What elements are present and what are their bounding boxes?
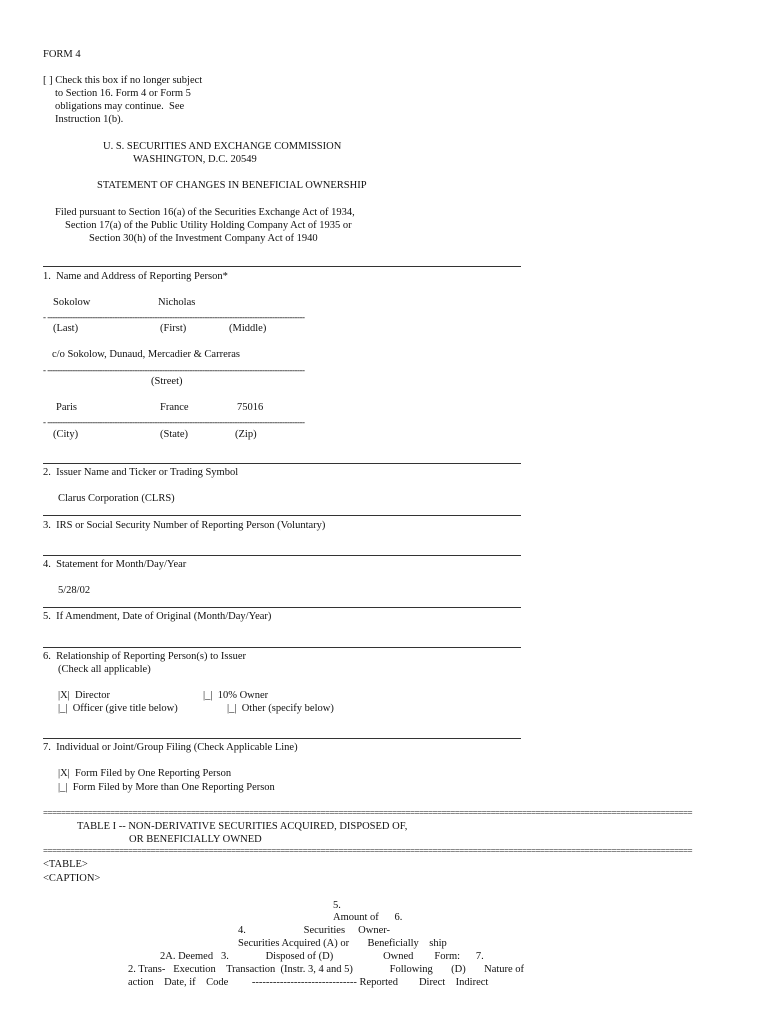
filed-pursuant-line-3: Section 30(h) of the Investment Company Act of 1940 [89,233,318,244]
check-box-line-2: to Section 16. Form 4 or Form 5 [55,88,191,99]
statement-title: STATEMENT OF CHANGES IN BENEFICIAL OWNERSHIP [97,180,367,191]
dashed-rule: - ------------------------------------------------------------------------------------------------------- [43,365,305,375]
label-middle: (Middle) [229,323,267,334]
item6-heading: 6. Relationship of Reporting Person(s) to Issuer [43,651,246,662]
label-last: (Last) [53,323,79,334]
table-header-line-7: action Date, if Code ------------------------------ Reported Direct Indirect [128,977,489,988]
check-box-line-4: Instruction 1(b). [55,114,124,125]
item2-heading: 2. Issuer Name and Ticker or Trading Symbol [43,467,239,478]
form-title: FORM 4 [43,49,81,60]
section-divider [43,266,521,267]
checkbox-one-person: |X| Form Filed by One Reporting Person [58,768,232,779]
item6-subheading: (Check all applicable) [58,664,151,675]
statement-date: 5/28/02 [58,585,91,596]
section-divider [43,555,521,556]
tag-table: <TABLE> [43,859,88,870]
section-divider [43,463,521,464]
agency-name: U. S. SECURITIES AND EXCHANGE COMMISSION [103,141,342,152]
reporting-person-state: France [160,402,189,413]
item5-heading: 5. If Amendment, Date of Original (Month/Day/Year) [43,611,272,622]
label-zip: (Zip) [235,429,257,440]
item7-heading: 7. Individual or Joint/Group Filing (Check Applicable Line) [43,742,298,753]
table-header-line-2: Amount of 6. [333,912,403,923]
checkbox-more-persons: |_| Form Filed by More than One Reporting Person [58,782,275,793]
check-box-line-1: [ ] Check this box if no longer subject [43,75,203,86]
table1-title-line-2: OR BENEFICIALLY OWNED [129,834,262,845]
section-divider [43,607,521,608]
item3-heading: 3. IRS or Social Security Number of Reporting Person (Voluntary) [43,520,326,531]
filed-pursuant-line-2: Section 17(a) of the Public Utility Holding Company Act of 1935 or [65,220,352,231]
table-header-line-3: 4. Securities Owner- [238,925,391,936]
double-rule: ================================================================================================================================================= [43,808,692,818]
reporting-person-zip: 75016 [237,402,264,413]
table-header-line-1: 5. [333,900,341,911]
reporting-person-city: Paris [56,402,77,413]
double-rule: ================================================================================================================================================= [43,846,692,856]
reporting-person-last: Sokolow [53,297,91,308]
dashed-rule: - ------------------------------------------------------------------------------------------------------- [43,312,305,322]
checkbox-director: |X| Director [58,690,111,701]
check-box-line-3: obligations may continue. See [55,101,185,112]
section-divider [43,515,521,516]
checkbox-other: |_| Other (specify below) [227,703,334,714]
checkbox-ten-pct-owner: |_| 10% Owner [203,690,269,701]
label-city: (City) [53,429,79,440]
tag-caption: <CAPTION> [43,873,101,884]
label-first: (First) [160,323,187,334]
table1-title-line-1: TABLE I -- NON-DERIVATIVE SECURITIES ACQUIRED, DISPOSED OF, [77,821,408,832]
reporting-person-street: c/o Sokolow, Dunaud, Mercadier & Carreras [52,349,240,360]
dashed-rule: - ------------------------------------------------------------------------------------------------------- [43,417,305,427]
section-divider [43,738,521,739]
table-header-line-6: 2. Trans- Execution Transaction (Instr. 3, 4 and 5) Following (D) Nature of [128,964,525,975]
label-state: (State) [160,429,188,440]
checkbox-officer: |_| Officer (give title below) [58,703,178,714]
reporting-person-first: Nicholas [158,297,196,308]
label-street: (Street) [151,376,183,387]
item1-heading: 1. Name and Address of Reporting Person* [43,271,228,282]
agency-address: WASHINGTON, D.C. 20549 [133,154,257,165]
item4-heading: 4. Statement for Month/Day/Year [43,559,187,570]
table-header-line-5: 2A. Deemed 3. Disposed of (D) Owned Form: 7. [160,951,484,962]
filed-pursuant-line-1: Filed pursuant to Section 16(a) of the Securities Exchange Act of 1934, [55,207,355,218]
table-header-line-4: Securities Acquired (A) or Beneficially ship [238,938,447,949]
issuer-name: Clarus Corporation (CLRS) [58,493,175,504]
section-divider [43,647,521,648]
